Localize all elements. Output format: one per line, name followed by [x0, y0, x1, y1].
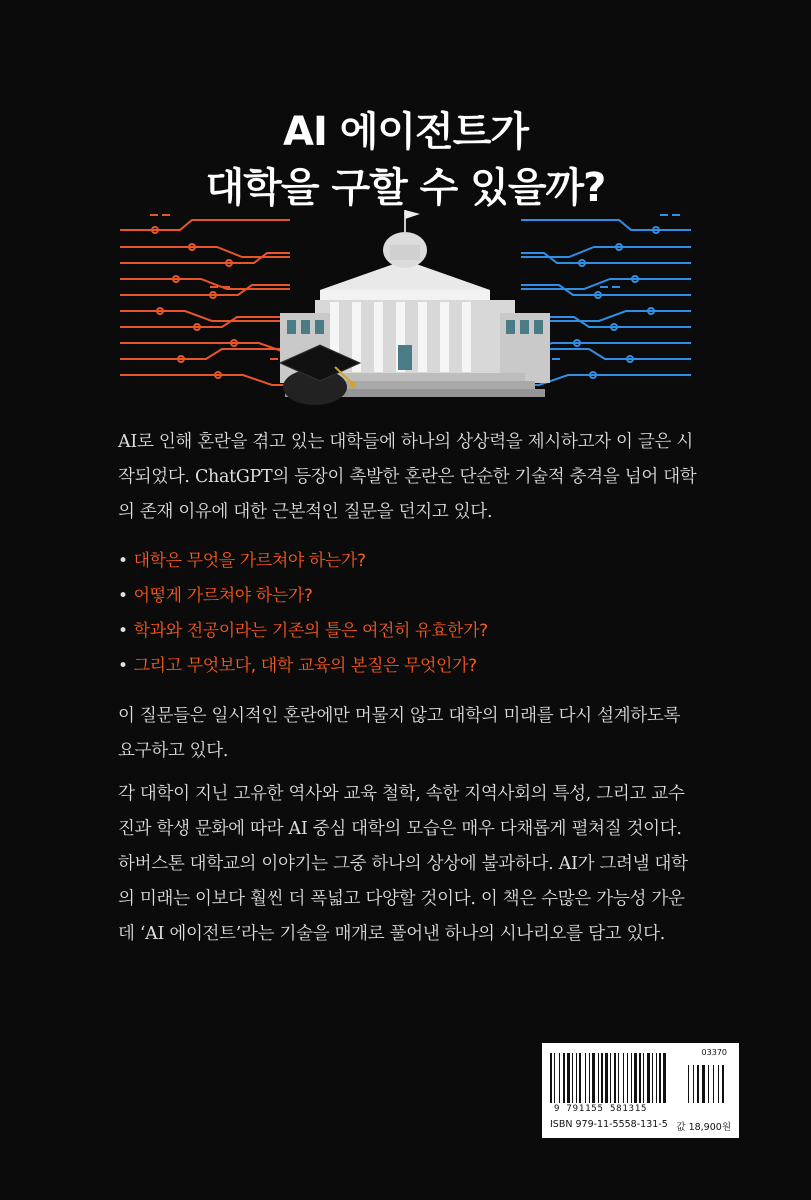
question-item — [118, 614, 698, 649]
university-building-circuit-illustration — [120, 205, 691, 410]
book-price: 값 18,900원 — [676, 1122, 731, 1133]
intro-paragraph: AI로 인해 혼란을 겪고 있는 대학들에 하나의 상상력을 제시하고자 이 글은 시작되었다. ChatGPT의 등장이 촉발한 혼란은 단순한 기술적 충격을 넘어 대학의 존재 이유에 대한 근본적인 질문을 던지고 있다. — [118, 432, 697, 522]
question-list — [118, 544, 698, 684]
isbn-number: ISBN 979-11-5558-131-5 — [550, 1119, 668, 1130]
question-text: 어떻게 가르쳐야 하는가? — [133, 586, 313, 606]
headline-line-1: AI 에이전트가 — [283, 109, 528, 155]
isbn-barcode — [542, 1043, 739, 1138]
book-headline — [0, 104, 811, 216]
question-text: 그리고 무엇보다, 대학 교육의 본질은 무엇인가? — [133, 656, 477, 676]
question-text: 대학은 무엇을 가르쳐야 하는가? — [133, 551, 366, 571]
bullet: • — [118, 586, 128, 606]
barcode-bars — [548, 1053, 734, 1105]
bullet: • — [118, 656, 128, 676]
headline-line-2: 대학을 구할 수 있을까? — [205, 165, 606, 211]
question-item — [118, 579, 698, 614]
follow-up-paragraph: 이 질문들은 일시적인 혼란에만 머물지 않고 대학의 미래를 다시 설계하도록 요구하고 있다. — [118, 706, 681, 761]
question-item — [118, 649, 698, 684]
question-text: 학과와 전공이라는 기존의 틀은 여전히 유효한가? — [133, 621, 488, 641]
bullet: • — [118, 551, 128, 571]
barcode-digits: 9 791155 581315 — [554, 1104, 648, 1114]
closing-paragraph: 각 대학이 지닌 고유한 역사와 교육 철학, 속한 지역사회의 특성, 그리고 교수진과 학생 문화에 따라 AI 중심 대학의 모습은 매우 다채롭게 펼쳐질 것이다. 하버스톤 대학교의 이야기는 그중 하나의 상상에 불과하다. AI가 그려낼 대학의 미래는 이보다 훨씬 더 폭넓고 다양할 것이다. 이 책은 수많은 가능성 가운데 ‘AI 에이전트’라는 기술을 매개로 풀어낸 하나의 시나리오를 담고 있다. — [118, 784, 688, 944]
question-item — [118, 544, 698, 579]
bullet: • — [118, 621, 128, 641]
price-code: 03370 — [701, 1048, 727, 1057]
